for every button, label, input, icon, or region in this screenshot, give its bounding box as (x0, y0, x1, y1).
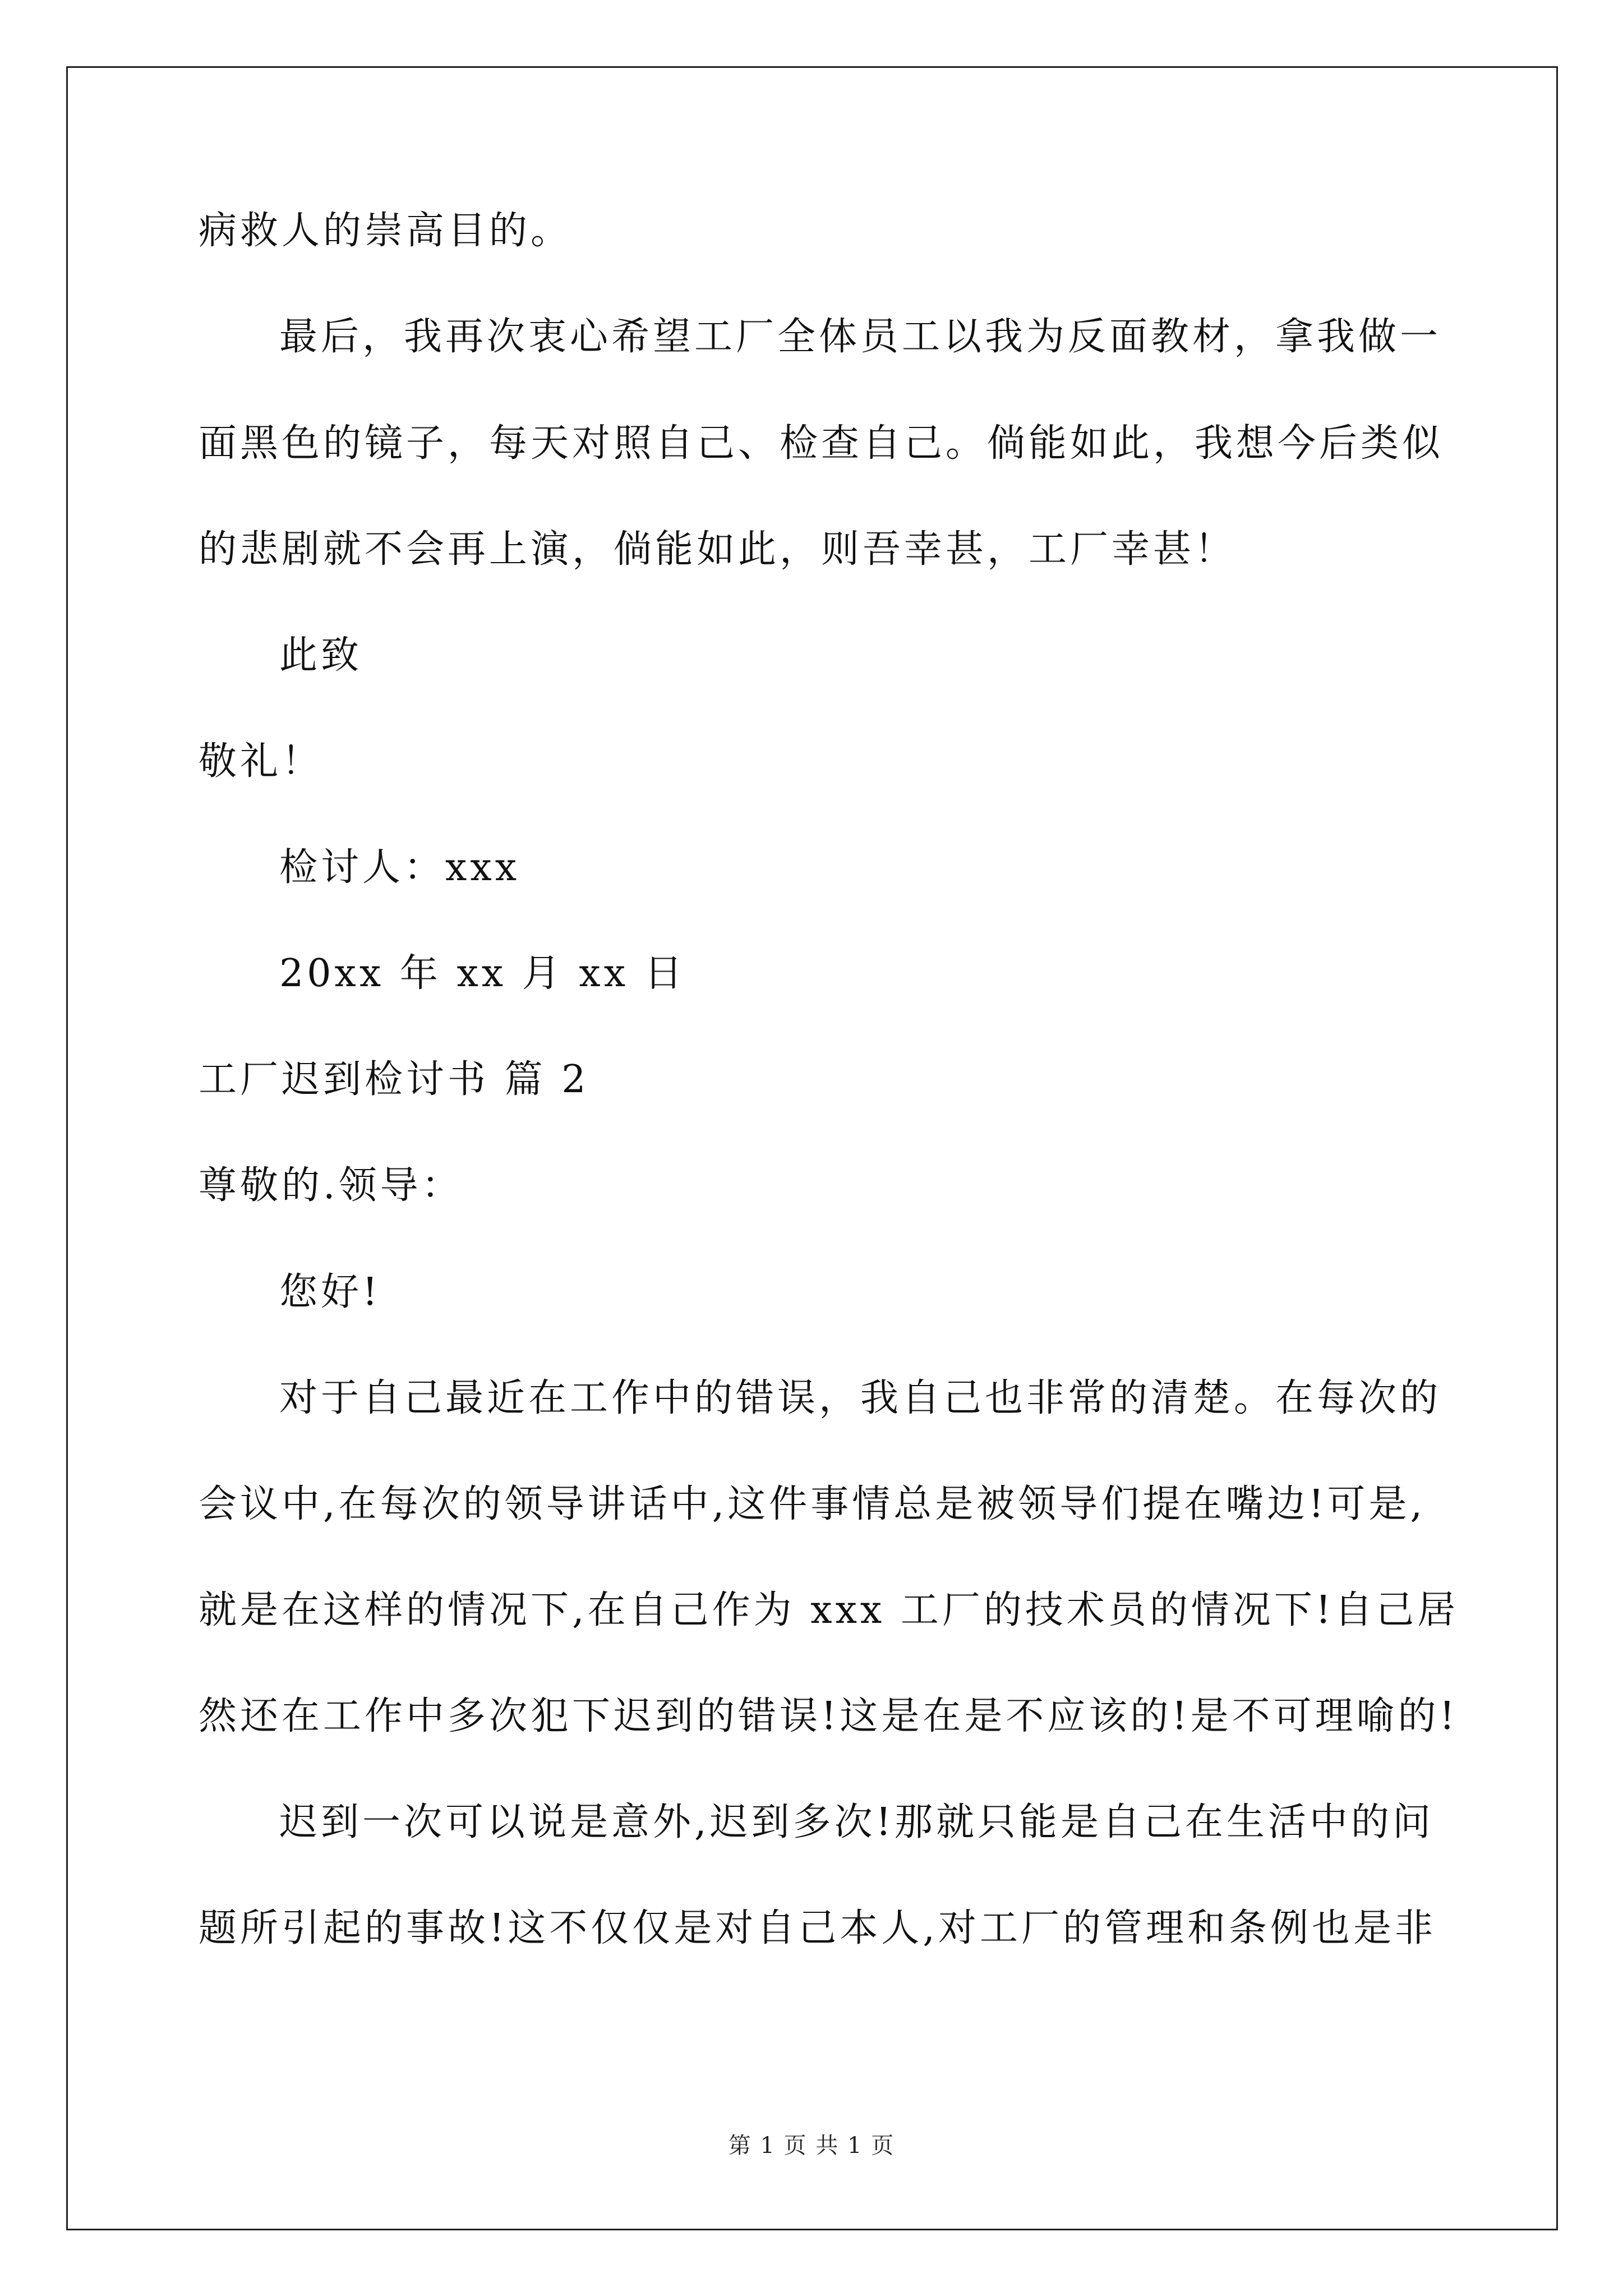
body-line-5: 对于自己最近在工作中的错误，我自己也非常的清楚。在每次的 (279, 1376, 1442, 1420)
letter-salutation: 尊敬的.领导： (199, 1163, 463, 1208)
body-line-1: 病救人的崇高目的。 (199, 209, 573, 253)
closing-salutation: 此致 (279, 633, 363, 678)
body-line-10: 题所引起的事故!这不仅仅是对自己本人,对工厂的管理和条例也是非 (199, 1906, 1436, 1950)
body-line-3: 面黑色的镜子，每天对照自己、检查自己。倘能如此，我想今后类似 (199, 421, 1444, 466)
section-title: 工厂迟到检讨书 篇 2 (199, 1057, 589, 1102)
body-line-9: 迟到一次可以说是意外,迟到多次!那就只能是自己在生活中的问 (279, 1800, 1434, 1844)
body-line-8: 然还在工作中多次犯下迟到的错误!这是在是不应该的!是不可理喻的! (199, 1694, 1458, 1738)
signature-line: 检讨人：xxx (279, 845, 520, 890)
body-line-2: 最后，我再次衷心希望工厂全体员工以我为反面教材，拿我做一 (279, 315, 1442, 359)
body-line-4: 的悲剧就不会再上演，倘能如此，则吾幸甚，工厂幸甚！ (199, 527, 1237, 572)
page-footer: 第 1 页 共 1 页 (728, 2133, 895, 2159)
closing-regards: 敬礼！ (199, 739, 324, 784)
body-line-7: 就是在这样的情况下,在自己作为 xxx 工厂的技术员的情况下!自己居 (199, 1588, 1459, 1632)
greeting: 您好! (279, 1270, 381, 1314)
date-line: 20xx 年 xx 月 xx 日 (279, 951, 686, 996)
body-line-6: 会议中,在每次的领导讲话中,这件事情总是被领导们提在嘴边!可是, (199, 1482, 1426, 1526)
